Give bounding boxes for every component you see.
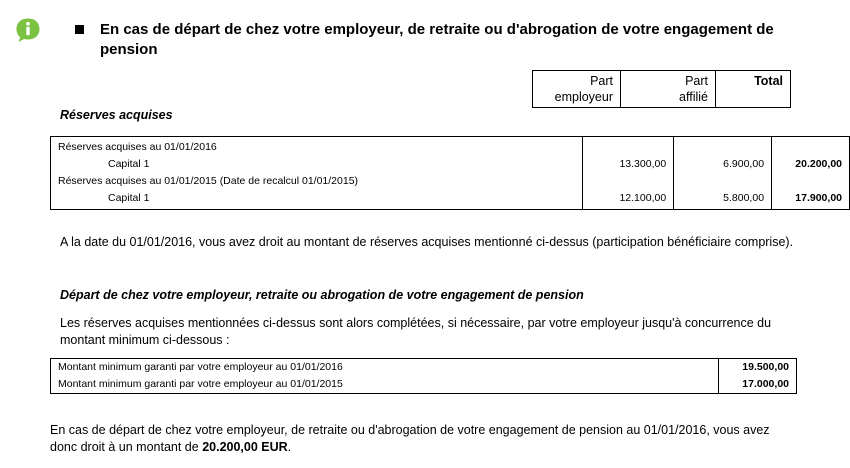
employer-part-header: Part employeur: [533, 71, 621, 108]
row-label: Capital 1: [108, 192, 150, 204]
conclusion: En cas de départ de chez votre employeur, de retraite ou d'abrogation de votre engagement de pension au 01/01/2016, vous avez donc droit à un montant de 20.200,00 EUR.: [50, 423, 770, 454]
affiliate-part-header: Part affilié: [621, 71, 716, 108]
row-label: Réserves acquises au 01/01/2016: [58, 141, 217, 153]
row-label: Réserves acquises au 01/01/2015 (Date de recalcul 01/01/2015): [58, 175, 359, 187]
section-heading-text: En cas de départ de chez votre employeur, de retraite ou d'abrogation de votre engagement de pension: [100, 21, 774, 58]
reserves-table: [50, 136, 850, 210]
info-icon: [15, 17, 41, 43]
table-row: [51, 173, 850, 190]
conclusion-amount: 20.200,00 EUR: [202, 440, 288, 454]
table-row: [51, 359, 797, 377]
departure-title: Départ de chez votre employeur, retraite ou abrogation de votre engagement de pension: [60, 288, 584, 302]
row-label: Montant minimum garanti par votre employeur au 01/01/2015: [58, 378, 343, 390]
column-header-table: [532, 70, 791, 108]
table-row: [51, 190, 850, 210]
square-bullet-icon: [75, 25, 84, 34]
minimum-guarantee-table: [50, 358, 797, 394]
table-row: [51, 376, 797, 394]
employer-value: 12.100,00: [583, 190, 674, 210]
affiliate-value: 6.900,00: [674, 156, 772, 173]
table-row: [51, 156, 850, 173]
affiliate-value: 5.800,00: [674, 190, 772, 210]
reserves-note: A la date du 01/01/2016, vous avez droit au montant de réserves acquises mentionné ci-dessus (participation bénéficiaire comprise).: [60, 235, 794, 249]
departure-intro: Les réserves acquises mentionnées ci-dessus sont alors complétées, si nécessaire, par votre employeur jusqu'à concurrence du montant minimum ci-dessous :: [60, 316, 772, 347]
reserves-title: Réserves acquises: [60, 108, 173, 122]
row-label: Montant minimum garanti par votre employeur au 01/01/2016: [58, 361, 343, 373]
total-header: Total: [716, 71, 791, 108]
total-value: 20.200,00: [772, 156, 850, 173]
table-row: [51, 137, 850, 157]
total-value: 17.900,00: [772, 190, 850, 210]
employer-value: 13.300,00: [583, 156, 674, 173]
row-label: Capital 1: [108, 158, 150, 170]
total-value: 19.500,00: [719, 359, 797, 377]
total-value: 17.000,00: [719, 376, 797, 394]
